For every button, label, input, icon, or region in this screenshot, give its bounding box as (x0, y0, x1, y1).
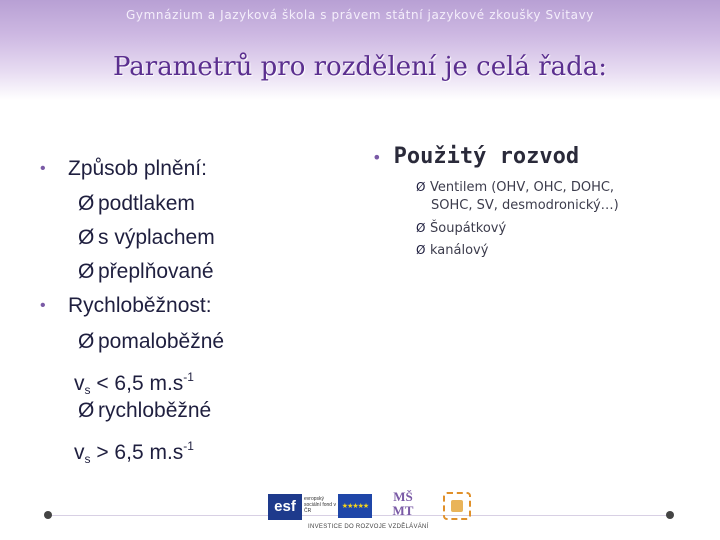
item-speed-label: Rychloběžnost: (68, 294, 212, 317)
arrow-icon: Ø (78, 260, 95, 283)
arrow-icon: Ø (78, 192, 95, 215)
school-name: Gymnázium a Jazyková škola s právem státní jazykové zkoušky Svitavy (126, 8, 594, 22)
logos-caption: INVESTICE DO ROZVOJE VZDĚLÁVÁNÍ (308, 524, 429, 530)
arrow-icon: Ø (78, 226, 95, 249)
op-vk-logo (443, 492, 471, 520)
sub-item-label: rychloběžné (98, 399, 212, 422)
esf-logo: esf (268, 494, 302, 520)
sub-item-channel (416, 241, 488, 260)
msmt-logo: MŠ MT (392, 489, 414, 518)
sub-item-label: přeplňované (98, 260, 214, 283)
arrow-icon: Ø (416, 221, 426, 235)
footer-dot-right (666, 511, 674, 519)
bullet-icon: • (372, 148, 382, 167)
arrow-icon: Ø (78, 330, 95, 353)
eu-stars-icon: ★★★★★ (341, 502, 369, 510)
sub-item-valve (416, 178, 619, 215)
arrow-icon: Ø (416, 180, 426, 194)
sub-item-vacuum (78, 191, 195, 217)
formula-rest: < 6,5 m.s (90, 372, 184, 395)
formula-sub: s (84, 383, 91, 397)
bullet-icon: • (40, 297, 46, 314)
sub-item-label: Ventilem (OHV, OHC, DOHC, (430, 180, 615, 195)
sub-item-supercharged (78, 259, 214, 285)
sub-item-label: Šoupátkový (430, 221, 507, 236)
sub-item-label: s výplachem (98, 226, 215, 249)
arrow-icon: Ø (416, 243, 426, 257)
arrow-icon: Ø (78, 399, 95, 422)
sub-item-flushing (78, 225, 215, 251)
sub-item-fast (78, 398, 211, 424)
formula-var: v (74, 441, 85, 464)
sub-item-label: kanálový (430, 243, 489, 258)
footer-dot-left (44, 511, 52, 519)
formula-var: v (74, 372, 85, 395)
formula-sup: -1 (183, 370, 194, 384)
formula-rest: > 6,5 m.s (90, 441, 184, 464)
item-filling-label: Způsob plnění: (68, 157, 207, 180)
formula-fast (74, 433, 194, 472)
formula-sub: s (84, 452, 91, 466)
bullet-item-distribution (372, 142, 579, 173)
sub-item-label: podtlakem (98, 192, 195, 215)
sub-item-slide-valve (416, 219, 506, 238)
distribution-heading: Použitý rozvod (393, 144, 580, 169)
bullet-icon: • (40, 160, 46, 177)
esf-logo-text: evropský sociální fond v ČR (304, 496, 336, 514)
formula-sup: -1 (183, 439, 194, 453)
sub-item-slow (78, 329, 224, 355)
slide-title: Parametrů pro rozdělení je celá řada: (112, 52, 608, 82)
op-vk-logo-mark (451, 500, 463, 512)
eu-flag-icon (338, 494, 372, 518)
sub-item-label: pomaloběžné (98, 330, 225, 353)
sub-item-label-continued: SOHC, SV, desmodronický…) (431, 198, 619, 213)
funding-logos (268, 490, 478, 530)
